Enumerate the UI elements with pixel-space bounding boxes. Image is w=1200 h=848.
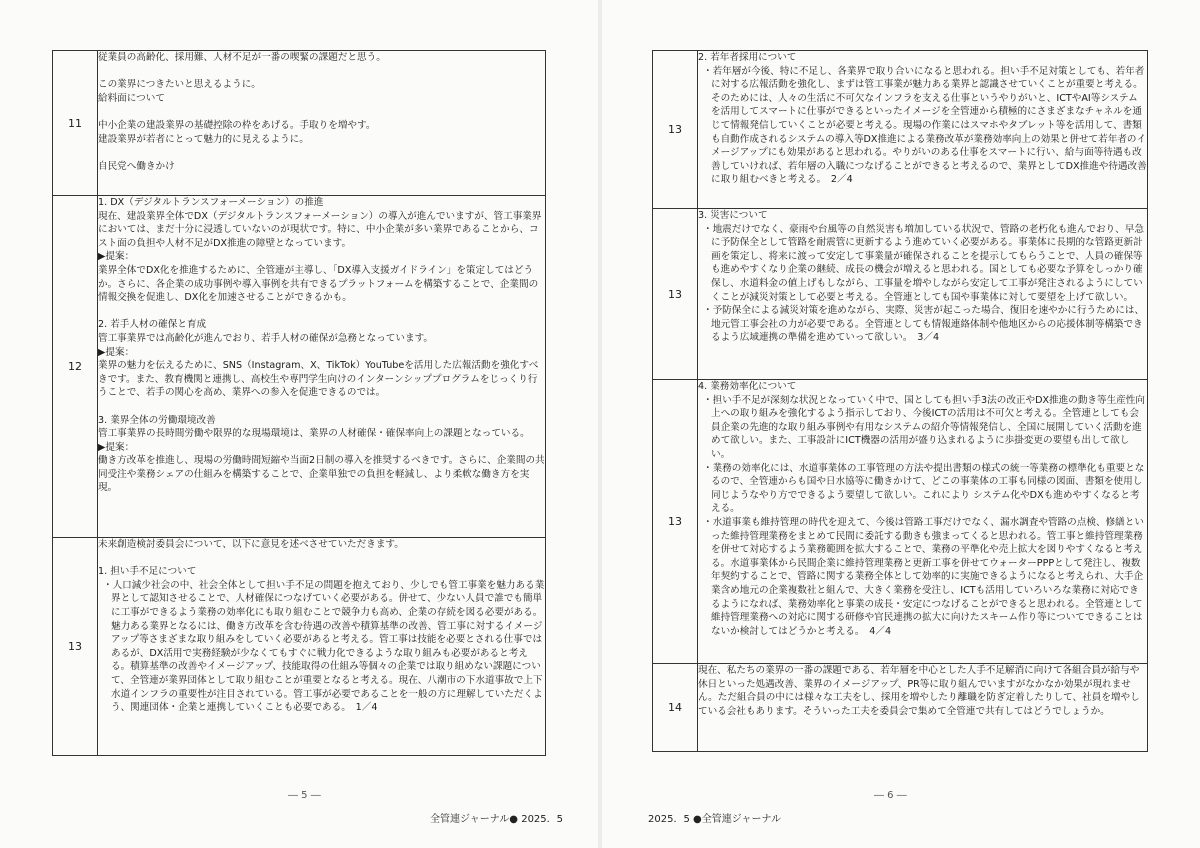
row-text [98,51,545,173]
row-number: 13 [653,51,698,209]
text-line: 管工事業界の長時間労働や限界的な現場環境は、業界の人材確保・確保率向上の課題となっている。 [98,428,530,440]
table-row [653,380,1148,664]
text-line: ・地震だけでなく、豪雨や台風等の自然災害も増加している状況で、管路の老朽化も進んでおり、早急に予防保全として管路を耐震管に更新するよう進めていく必要がある。事業体に長期的な管路更新計画を策定し、将来に渡って安定して事業量が確保されることを提示してもらうことで、人員の確保等も進めやすくなり企業の継続、成長の機会が増えると思われる。国としても必要な予算をしっかり確保し、水道料金の値上げもしながら、工事量を増やしながら安定して工事が発注されるようにしていくことが減災対策として必要と考える。全管連としても国や事業体に対して要望を上げて欲しい。 [703,223,1144,303]
text-line: 現在、建設業界全体でDX（デジタルトランスフォーメーション）の導入が進んでいますが、管工事業界においては、まだ十分に浸透していないのが現状です。特に、中小企業が多い業界であることから、コスト面の負担や人材不足がDX推進の障壁となっています。 [98,210,542,249]
text-line: 従業員の高齢化、採用難、人材不足が一番の喫緊の課題だと思う。 [98,52,386,63]
text-line: ▶提案： [98,441,135,453]
row-content [98,196,546,538]
row-content [698,380,1148,664]
text-line: 業界の魅力を伝えるために、SNS（Instagram、X、TikTok）YouTubeを活用した広報活動を強化すべきです。また、教育機関と連携し、高校生や専門学生向けのインターンシッププログラムをじっくり行うことで、若手の関心を高め、業界への参入を促進できるのでは。 [98,360,539,399]
text-line [98,105,545,119]
row-number: 13 [53,538,98,756]
text-line: 3. 災害について [698,210,768,221]
text-line [98,552,545,566]
table-row [653,209,1148,380]
row-text [698,380,1147,638]
row-number: 12 [53,196,98,538]
row-text [98,196,545,495]
text-line: ・水道事業も維持管理の時代を迎えて、今後は管路工事だけでなく、漏水調査や管路の点検、修繕といった維持管理業務をまとめて民間に委託する動きも強まってくると思われる。管工事と維持管理業務を併せて対応するよう業務範囲を拡大することで、業務の平準化や売上拡大を図りやすくなると考える。水道事業体から民間企業に維持管理業務と更新工事を併せてウォーターPPPとして発注し、複数年契約することで、管路に関する業務全体として効率的に実施できるようになると考えられ、大手企業含め地元の企業複数社と組んで、大きく業務を受注し、ICTも活用していろいろな業務に対応できるようになれば、業務効率化と事業の成長・安定につなげることができると思われる。全管連として維持管理業務への対応に関する研修や官民連携の拡大に向けたスキーム作り等についてできることはないか検討してはどうかと考える。 4／4 [703,516,1144,637]
text-line: 働き方改革を推進し、現場の労働時間短縮や当面2日制の導入を推奨するべきです。さらに、企業間の共同受注や業務シェアの仕組みを構築することで、企業単独での負担を軽減し、より柔軟な働き方を実現。 [98,455,545,494]
page-footer: 2025．5 ●全管連ジャーナル [648,814,782,825]
left-page [0,0,598,848]
row-number: 13 [653,209,698,380]
row-number: 13 [653,380,698,664]
text-line: ・人口減少社会の中、社会全体として担い手不足の問題を抱えており、少しでも管工事業を魅力ある業界として認知させることで、人材確保につなげていく必要がある。併せて、少ない人員で誰でも簡単に工事ができるよう業務の効率化にも取り組むことで競争力も高め、企業の存続を図る必要がある。魅力ある業界となるには、働き方改革を含む待遇の改善や積算基準の改善、管工事に対するイメージアップ等さまざまな取り組みをしていく必要があると考える。管工事は技能を必要とされる仕事ではあるが、DX活用で実務経験が少なくてもすぐに戦力化できるような取り組みも必要があると考える。積算基準の改善やイメージアップ、技能取得の仕組み等個々の企業では取り組めない課題について、全管連が業界団体として取り組むことが重要となると考える。現在、八潮市の下水道事故で上下水道インフラの重要性が注目されている。管工事が必要であることを一般の方に理解していただくよう、関連団体・企業と連携していくことも必要である。 1／4 [103,579,545,714]
opinion-table-left [52,50,546,756]
table-row [53,538,546,756]
text-line: 建設業界が若者にとって魅力的に見えるように。 [98,133,309,145]
text-line: 未来創造検討委員会について、以下に意見を述べさせていただきます。 [98,539,404,550]
page-number: ― 5 ― [288,790,321,801]
right-page [602,0,1200,848]
row-content [98,51,546,196]
page-number: ― 6 ― [874,790,907,801]
text-line [98,305,545,319]
row-number: 14 [653,664,698,752]
row-number: 11 [53,51,98,196]
text-line: 給料面について [98,92,165,104]
opinion-table-right [652,50,1148,752]
page-footer: 全管連ジャーナル● 2025．5 [430,814,564,825]
table-row [653,664,1148,752]
text-line: ・業務の効率化には、水道事業体の工事管理の方法や提出書類の様式の統一等業務の標準化も重要となるので、全管連からも国や日水協等に働きかけて、どこの事業体の工事も同様の図面、書類を使用し同じようなやり方でできるよう要望して欲しい。これにより システム化やDXも進めやすくなると考える。 [703,462,1145,515]
text-line: ・予防保全による減災対策を進めながら、実際、災害が起こった場合、復旧を速やかに行うためには、地元管工事会社の力が必要である。全管連としても情報連絡体制や他地区からの応援体制等構築できるよう広域連携の準備を進めていって欲しい。 3／4 [703,305,1145,344]
text-line: 1. 担い手不足について [98,566,197,578]
text-line: この業界につきたいと思えるように。 [98,79,261,91]
table-row [653,51,1148,209]
row-content [698,51,1148,209]
text-line: 自民党へ働きかけ [98,160,175,172]
table-row [53,51,546,196]
row-content [698,209,1148,380]
row-text [698,664,1147,718]
row-text [698,51,1147,187]
text-line: ▶提案： [98,251,135,263]
text-line: 2. 若年者採用について [698,52,797,63]
text-line: ・担い手不足が深刻な状況となっていく中で、国としても担い手3法の改正やDX推進の動き等生産性向上への取り組みを強化するよう指示しており、今後ICTの活用は不可欠と考える。全管連としても会員企業の先進的な取り組み事例や有用なシステムの紹介等情報発信し、全国に展開していく活動を進めて欲しい。また、工事設計にICT機器の活用が盛り込まれるように歩掛変更の要望も出して欲しい。 [703,394,1145,460]
row-content [698,664,1148,752]
text-line: 1. DX（デジタルトランスフォーメーション）の推進 [98,197,324,208]
row-text [98,538,545,715]
text-line [98,400,545,414]
text-line: 中小企業の建設業界の基礎控除の枠をあげる。手取りを増やす。 [98,119,376,131]
text-line: ▶提案： [98,346,135,358]
row-content [98,538,546,756]
text-line: 現在、私たちの業界の一番の課題である、若年層を中心とした人手不足解消に向けて各組合員が給与や休日といった処遇改善、業界のイメージアップ、PR等に取り組んでいますがなかなか効果が現れません。ただ組合員の中には様々な工夫をし、採用を増やしたり離職を防ぎ定着したりして、社員を増やしている会社もあります。そういった工夫を委員会で集めて全管連で共有してはどうでしょうか。 [698,665,1140,717]
text-line: 2. 若手人材の確保と育成 [98,319,207,331]
row-text [698,209,1147,345]
text-line [98,65,545,79]
text-line: 業界全体でDX化を推進するために、全管連が主導し、「DX導入支援ガイドライン」を策定してはどうか。さらに、各企業の成功事例や導入事例を共有できるプラットフォームを構築することで、企業間の情報交換を促進し、DX化を加速させることができるかも。 [98,264,539,304]
text-line [98,146,545,160]
text-line: ・若年層が今後、特に不足し、各業界で取り合いになると思われる。担い手不足対策としても、若年者に対する広報活動を強化し、まずは管工事業が魅力ある業界と認識させていくことが重要と考える。そのためには、人々の生活に不可欠なインフラを支える仕事というやりがいと、ICTやAI等システムを活用してスマートに仕事ができるといったイメージを全管連から積極的にさまざまなチャネルを通じて情報発信していくことが必要と考える。現場の作業にはスマホやタブレット等を活用して、書類も自動作成されるシステムの導入等DX推進による業務改革が業務効率向上の効果と併せて若年者のイメージアップにも効果があると思われる。やりがいのある仕事をスマートに行い、給与面等待遇も改善していければ、若年層の入職につなげることができると考えるので、業界としてDX推進や待遇改善に取り組むべきと考える。 2／4 [703,65,1147,186]
text-line: 4. 業務効率化について [698,381,797,392]
table-row [53,196,546,538]
text-line: 管工事業界では高齢化が進んでおり、若手人材の確保が急務となっています。 [98,332,434,344]
text-line: 3. 業界全体の労働環境改善 [98,414,216,426]
